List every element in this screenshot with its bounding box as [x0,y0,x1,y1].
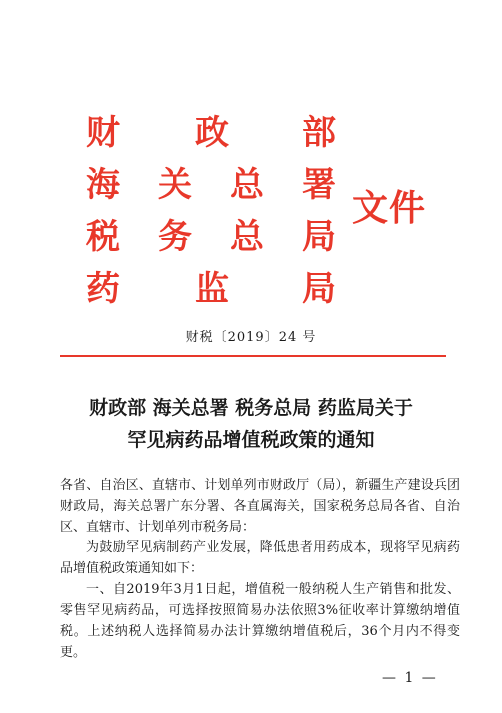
issuer-char: 关 [158,165,192,205]
addressee-paragraph: 各省、自治区、直辖市、计划单列市财政厅（局），新疆生产建设兵团财政局，海关总署广东分署、各直属海关，国家税务总局各省、自治区、直辖市、计划单列市税务局： [60,478,460,535]
policy-item-1: 一、自2019年3月1日起，增值税一般纳税人生产销售和批发、零售罕见病药品，可选择按照简易办法依照3%征收率计算缴纳增值税。上述纳税人选择简易办法计算缴纳增值税后，36个月内不得变更。 [60,582,460,660]
notice-title-line-2: 罕见病药品增值税政策的通知 [127,429,375,451]
red-divider-line [60,355,446,357]
issuer-char: 局 [302,269,336,309]
issuer-char: 部 [302,113,336,153]
issuer-ministry-of-finance [0,112,380,154]
issuer-char: 海 [86,165,120,205]
issuer-char: 财 [86,113,120,153]
issuer-char: 局 [302,217,336,257]
issuer-drug-administration [0,268,380,310]
document-suffix: 文件 [352,187,427,229]
intro-paragraph: 为鼓励罕见病制药产业发展，降低患者用药成本，现将罕见病药品增值税政策通知如下： [60,540,460,576]
notice-title-line-1: 财政部 海关总署 税务总局 药监局关于 [89,397,413,419]
issuer-char: 署 [302,165,336,205]
document-number: 财税〔2019〕24 号 [185,330,317,345]
issuer-char: 政 [195,113,229,153]
issuer-char: 总 [230,165,264,205]
issuer-customs [0,164,380,206]
issuer-char: 总 [230,217,264,257]
issuer-char: 务 [158,217,192,257]
issuer-char: 药 [86,269,120,309]
issuer-char: 监 [195,269,229,309]
page-number: — 1 — [382,670,438,686]
issuer-char: 税 [86,217,120,257]
issuing-authorities [0,0,502,320]
issuer-tax-administration [0,216,380,258]
